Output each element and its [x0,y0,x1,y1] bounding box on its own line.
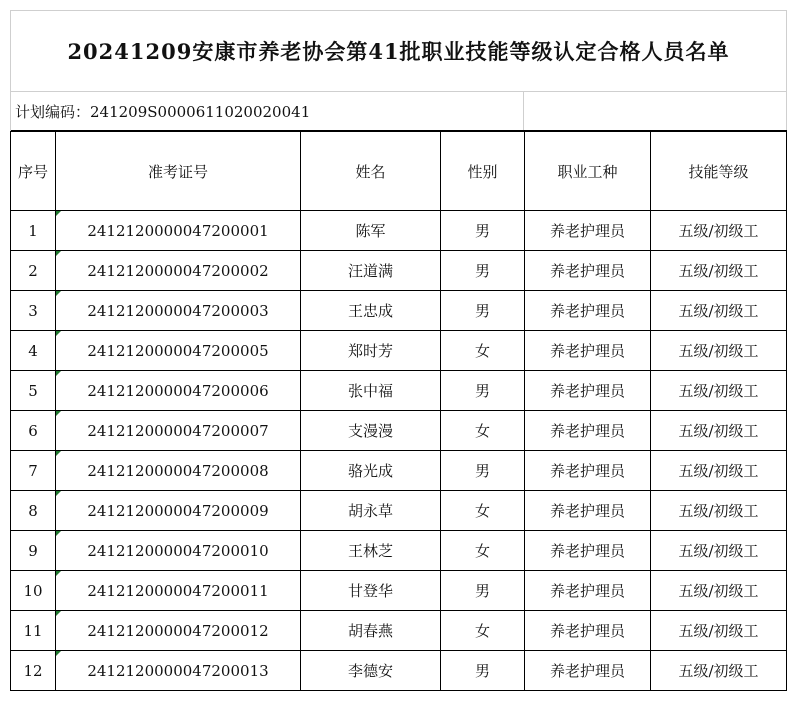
cell-name-text: 汪道满 [347,262,393,280]
cell-name-text: 甘登华 [347,582,393,600]
cell-sex-text: 男 [474,662,490,680]
cell-skill-level[interactable] [651,291,787,331]
text-format-indicator-icon [56,491,61,496]
cell-occupation-text: 养老护理员 [549,582,625,600]
cell-ticket-number-text: 2412120000047200002 [87,261,269,280]
cell-ticket-number[interactable] [56,491,301,531]
cell-name-text: 支漫漫 [347,422,393,440]
cell-name-text: 骆光成 [347,462,393,480]
table-row [11,251,787,291]
cell-index[interactable] [11,611,56,651]
text-format-indicator-icon [56,571,61,576]
cell-index-text: 8 [28,501,38,520]
cell-name[interactable] [301,451,441,491]
table-row [11,411,787,451]
cell-name-text: 胡春燕 [347,622,393,640]
cell-skill-level-text: 五级/初级工 [678,342,759,360]
cell-ticket-number[interactable] [56,371,301,411]
cell-name[interactable] [301,491,441,531]
header-sex[interactable]: 性别 [441,132,525,211]
cell-ticket-number-text: 2412120000047200003 [87,301,269,320]
cell-sex[interactable] [441,651,525,691]
cell-index-text: 5 [28,381,38,400]
qualified-personnel-table [10,131,787,691]
cell-skill-level-text: 五级/初级工 [678,302,759,320]
cell-ticket-number-text: 2412120000047200012 [87,621,269,640]
header-ticket-number[interactable]: 准考证号 [56,132,301,211]
cell-ticket-number[interactable] [56,651,301,691]
cell-skill-level[interactable] [651,531,787,571]
cell-skill-level[interactable] [651,211,787,251]
cell-index[interactable] [11,331,56,371]
cell-skill-level-text: 五级/初级工 [678,502,759,520]
table-row [11,611,787,651]
cell-skill-level-text: 五级/初级工 [678,622,759,640]
table-row [11,531,787,571]
cell-sex[interactable] [441,491,525,531]
text-format-indicator-icon [56,211,61,216]
spreadsheet-sheet [10,10,787,691]
cell-sex-text: 女 [474,542,490,560]
cell-index-text: 9 [28,541,38,560]
cell-ticket-number[interactable] [56,251,301,291]
table-row [11,371,787,411]
header-occupation[interactable]: 职业工种 [525,132,651,211]
cell-skill-level-text: 五级/初级工 [678,462,759,480]
cell-skill-level[interactable] [651,411,787,451]
cell-index[interactable] [11,571,56,611]
cell-index[interactable] [11,531,56,571]
text-format-indicator-icon [56,451,61,456]
cell-sex-text: 男 [474,302,490,320]
cell-sex-text: 女 [474,422,490,440]
cell-name[interactable] [301,531,441,571]
cell-occupation[interactable] [525,411,651,451]
cell-sex[interactable] [441,411,525,451]
cell-occupation[interactable] [525,211,651,251]
table-body [11,211,787,691]
cell-occupation-text: 养老护理员 [549,422,625,440]
cell-index[interactable] [11,251,56,291]
cell-index-text: 11 [23,621,43,640]
cell-name-text: 李德安 [347,662,393,680]
cell-occupation-text: 养老护理员 [549,542,625,560]
cell-skill-level-text: 五级/初级工 [678,262,759,280]
cell-ticket-number[interactable] [56,411,301,451]
cell-skill-level-text: 五级/初级工 [678,382,759,400]
cell-skill-level-text: 五级/初级工 [678,662,759,680]
cell-occupation[interactable] [525,371,651,411]
cell-sex[interactable] [441,211,525,251]
cell-occupation[interactable] [525,251,651,291]
cell-ticket-number-text: 2412120000047200009 [87,501,269,520]
cell-skill-level-text: 五级/初级工 [678,582,759,600]
cell-sex[interactable] [441,251,525,291]
cell-ticket-number[interactable] [56,331,301,371]
cell-sex-text: 男 [474,382,490,400]
text-format-indicator-icon [56,531,61,536]
cell-sex[interactable] [441,611,525,651]
cell-skill-level[interactable] [651,451,787,491]
cell-skill-level-text: 五级/初级工 [678,542,759,560]
cell-index-text: 7 [28,461,38,480]
cell-occupation-text: 养老护理员 [549,382,625,400]
cell-skill-level[interactable] [651,611,787,651]
document-title: 20241209安康市养老协会第41批职业技能等级认定合格人员名单 [67,39,730,64]
cell-ticket-number-text: 2412120000047200005 [87,341,269,360]
cell-index-text: 10 [23,581,43,600]
cell-occupation[interactable] [525,451,651,491]
cell-index[interactable] [11,411,56,451]
cell-sex-text: 男 [474,262,490,280]
cell-ticket-number[interactable] [56,291,301,331]
cell-occupation-text: 养老护理员 [549,302,625,320]
cell-skill-level-text: 五级/初级工 [678,222,759,240]
cell-index[interactable] [11,491,56,531]
cell-occupation[interactable] [525,651,651,691]
cell-name[interactable] [301,651,441,691]
cell-occupation[interactable] [525,571,651,611]
cell-ticket-number-text: 2412120000047200008 [87,461,269,480]
cell-ticket-number-text: 2412120000047200011 [87,581,269,600]
plan-code-text: 计划编码：241209S0000611020020041 [15,102,311,121]
empty-cell[interactable] [524,92,787,130]
cell-ticket-number[interactable] [56,531,301,571]
cell-occupation-text: 养老护理员 [549,342,625,360]
cell-name[interactable] [301,291,441,331]
cell-skill-level[interactable] [651,251,787,291]
cell-sex-text: 男 [474,222,490,240]
text-format-indicator-icon [56,291,61,296]
cell-index[interactable] [11,371,56,411]
cell-name-text: 张中福 [347,382,393,400]
cell-skill-level[interactable] [651,571,787,611]
cell-ticket-number[interactable] [56,451,301,491]
plan-code-cell[interactable] [11,92,524,130]
cell-name-text: 胡永草 [347,502,393,520]
table-row [11,571,787,611]
cell-index[interactable] [11,451,56,491]
cell-ticket-number-text: 2412120000047200007 [87,421,269,440]
text-format-indicator-icon [56,251,61,256]
cell-sex[interactable] [441,531,525,571]
cell-name[interactable] [301,611,441,651]
table-row [11,211,787,251]
cell-skill-level[interactable] [651,331,787,371]
text-format-indicator-icon [56,651,61,656]
cell-index-text: 3 [28,301,38,320]
cell-occupation-text: 养老护理员 [549,622,625,640]
cell-occupation[interactable] [525,331,651,371]
cell-name-text: 王忠成 [347,302,393,320]
cell-sex-text: 男 [474,582,490,600]
cell-occupation-text: 养老护理员 [549,462,625,480]
cell-occupation-text: 养老护理员 [549,502,625,520]
cell-sex-text: 男 [474,462,490,480]
text-format-indicator-icon [56,611,61,616]
cell-name-text: 王林芝 [347,542,393,560]
cell-sex-text: 女 [474,622,490,640]
cell-ticket-number[interactable] [56,611,301,651]
text-format-indicator-icon [56,411,61,416]
cell-sex-text: 女 [474,502,490,520]
cell-occupation-text: 养老护理员 [549,222,625,240]
table-row [11,331,787,371]
header-name[interactable]: 姓名 [301,132,441,211]
cell-index-text: 2 [28,261,38,280]
cell-name[interactable] [301,251,441,291]
table-row [11,651,787,691]
cell-index[interactable] [11,211,56,251]
cell-skill-level-text: 五级/初级工 [678,422,759,440]
cell-occupation[interactable] [525,491,651,531]
table-row [11,451,787,491]
table-row [11,491,787,531]
text-format-indicator-icon [56,331,61,336]
cell-index-text: 6 [28,421,38,440]
cell-index-text: 12 [23,661,43,680]
cell-occupation-text: 养老护理员 [549,662,625,680]
cell-index-text: 4 [28,341,38,360]
cell-ticket-number-text: 2412120000047200001 [87,221,269,240]
cell-occupation[interactable] [525,291,651,331]
cell-name[interactable] [301,331,441,371]
table-row [11,291,787,331]
header-skill-level[interactable]: 技能等级 [651,132,787,211]
cell-name[interactable] [301,371,441,411]
cell-index[interactable] [11,651,56,691]
cell-ticket-number-text: 2412120000047200010 [87,541,269,560]
cell-occupation[interactable] [525,531,651,571]
cell-sex-text: 女 [474,342,490,360]
cell-name[interactable] [301,411,441,451]
title-cell[interactable] [11,10,787,92]
text-format-indicator-icon [56,371,61,376]
cell-index-text: 1 [28,221,38,240]
cell-sex[interactable] [441,331,525,371]
cell-sex[interactable] [441,371,525,411]
cell-name-text: 郑时芳 [347,342,393,360]
header-index[interactable]: 序号 [11,132,56,211]
cell-skill-level[interactable] [651,651,787,691]
cell-sex[interactable] [441,571,525,611]
cell-ticket-number[interactable] [56,571,301,611]
cell-sex[interactable] [441,451,525,491]
table-header-row [11,132,787,211]
cell-name[interactable] [301,571,441,611]
cell-occupation-text: 养老护理员 [549,262,625,280]
cell-ticket-number-text: 2412120000047200006 [87,381,269,400]
cell-ticket-number-text: 2412120000047200013 [87,661,269,680]
cell-occupation[interactable] [525,611,651,651]
cell-skill-level[interactable] [651,371,787,411]
cell-skill-level[interactable] [651,491,787,531]
cell-name[interactable] [301,211,441,251]
cell-index[interactable] [11,291,56,331]
cell-ticket-number[interactable] [56,211,301,251]
plan-code-row [11,92,787,131]
cell-name-text: 陈军 [355,222,386,240]
cell-sex[interactable] [441,291,525,331]
